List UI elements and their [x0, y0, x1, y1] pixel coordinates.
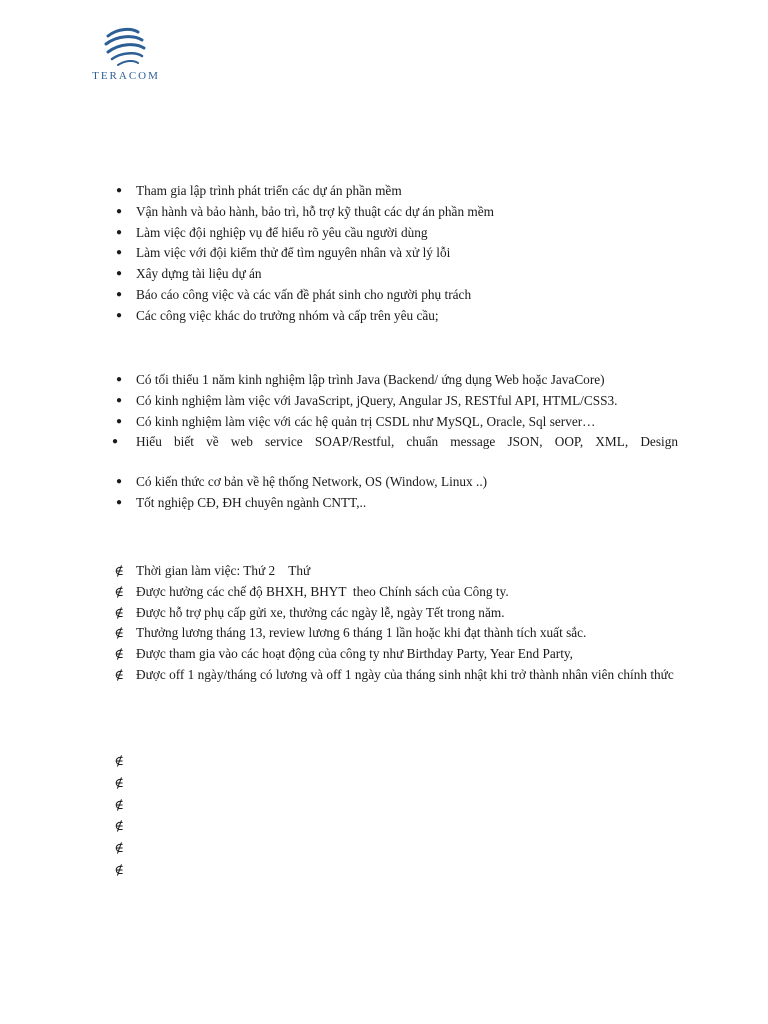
bullet-dot-icon: ● [115, 496, 123, 508]
list-item [112, 750, 139, 772]
list-item [112, 794, 139, 816]
list-item: ● Các công việc khác do trưởng nhóm và cấp trên yêu cầu; [112, 306, 494, 327]
bullet-dot-icon: ● [115, 226, 123, 238]
list-item: ● Vận hành và bảo hành, bảo trì, hỗ trợ kỹ thuật các dự án phần mềm [112, 202, 494, 223]
list-item: ● Có kinh nghiệm làm việc với các hệ quản trị CSDL như MySQL, Oracle, Sql server… [112, 412, 678, 433]
list-item: ● Có kinh nghiệm làm việc với JavaScript, jQuery, Angular JS, RESTful API, HTML/CSS3. [112, 391, 678, 412]
bullet-dot-icon: ● [115, 415, 123, 427]
requirements-list [112, 370, 678, 453]
bullet-not-element-icon: ∉ [114, 604, 124, 620]
list-item: ● Xây dựng tài liệu dự án [112, 264, 494, 285]
bullet-dot-icon: ● [115, 476, 123, 487]
bullet-not-element-icon: ∉ [114, 563, 124, 578]
company-logo [86, 26, 166, 88]
list-item [112, 815, 139, 837]
list-item: ● Làm việc với đội kiểm thử để tìm nguyên nhân và xử lý lỗi [112, 243, 494, 264]
bullet-dot-icon: ● [115, 394, 123, 406]
bullet-not-element-icon: ∉ [114, 861, 124, 877]
list-item: ● Có tối thiểu 1 năm kinh nghiệm lập trình Java (Backend/ ứng dụng Web hoặc JavaCore) [112, 370, 678, 391]
bullet-not-element-icon: ∉ [114, 840, 124, 856]
bullet-dot-icon: ● [115, 185, 123, 196]
bullet-not-element-icon: ∉ [114, 753, 124, 768]
bullet-not-element-icon: ∉ [114, 625, 124, 641]
list-item: ● Tốt nghiệp CĐ, ĐH chuyên ngành CNTT,.. [112, 493, 487, 514]
bullet-dot-icon: ● [115, 205, 123, 217]
list-item: ∉ Được hỗ trợ phụ cấp gửi xe, thưởng các ngày lễ, ngày Tết trong năm. [112, 603, 696, 624]
bullet-not-element-icon: ∉ [114, 796, 124, 812]
benefits-list [112, 561, 696, 686]
bullet-dot-icon: ● [112, 436, 119, 448]
bullet-not-element-icon: ∉ [114, 583, 124, 599]
list-item: ● Hiểu biết về web service SOAP/Restful, chuẩn message JSON, OOP, XML, Design [112, 432, 678, 453]
empty-bullet-list [112, 750, 139, 881]
list-item: ● Báo cáo công việc và các vấn đề phát sinh cho người phụ trách [112, 285, 494, 306]
logo-text: TERACOM [92, 70, 160, 82]
list-item [112, 859, 139, 881]
bullet-dot-icon: ● [115, 247, 123, 259]
bullet-not-element-icon: ∉ [114, 818, 124, 834]
list-item: ∉ Được hưởng các chế độ BHXH, BHYT theo Chính sách của Công ty. [112, 582, 696, 603]
bullet-dot-icon: ● [115, 268, 123, 280]
bullet-not-element-icon: ∉ [114, 774, 124, 790]
list-item: ● Tham gia lập trình phát triển các dự án phần mềm [112, 181, 494, 202]
wave-logo-icon [102, 26, 150, 70]
list-item: ● Có kiến thức cơ bản về hệ thống Network, OS (Window, Linux ..) [112, 472, 487, 493]
list-item: ∉ Thưởng lương tháng 13, review lương 6 tháng 1 lần hoặc khi đạt thành tích xuất sắc. [112, 623, 696, 644]
requirements-list-continued [112, 472, 487, 514]
duties-list [112, 181, 494, 327]
bullet-not-element-icon: ∉ [114, 646, 124, 662]
list-item: ∉ Được off 1 ngày/tháng có lương và off 1 ngày của tháng sinh nhật khi trở thành nhân viên chính thức [112, 665, 696, 686]
list-item: ● Làm việc đội nghiệp vụ để hiểu rõ yêu cầu người dùng [112, 223, 494, 244]
bullet-dot-icon: ● [115, 309, 123, 321]
list-item: ∉ Được tham gia vào các hoạt động của công ty như Birthday Party, Year End Party, [112, 644, 696, 665]
bullet-dot-icon: ● [115, 374, 123, 385]
bullet-not-element-icon: ∉ [114, 666, 124, 682]
list-item [112, 837, 139, 859]
list-item [112, 772, 139, 794]
list-item: ∉ Thời gian làm việc: Thứ 2 Thứ [112, 561, 696, 582]
bullet-dot-icon: ● [115, 288, 123, 300]
